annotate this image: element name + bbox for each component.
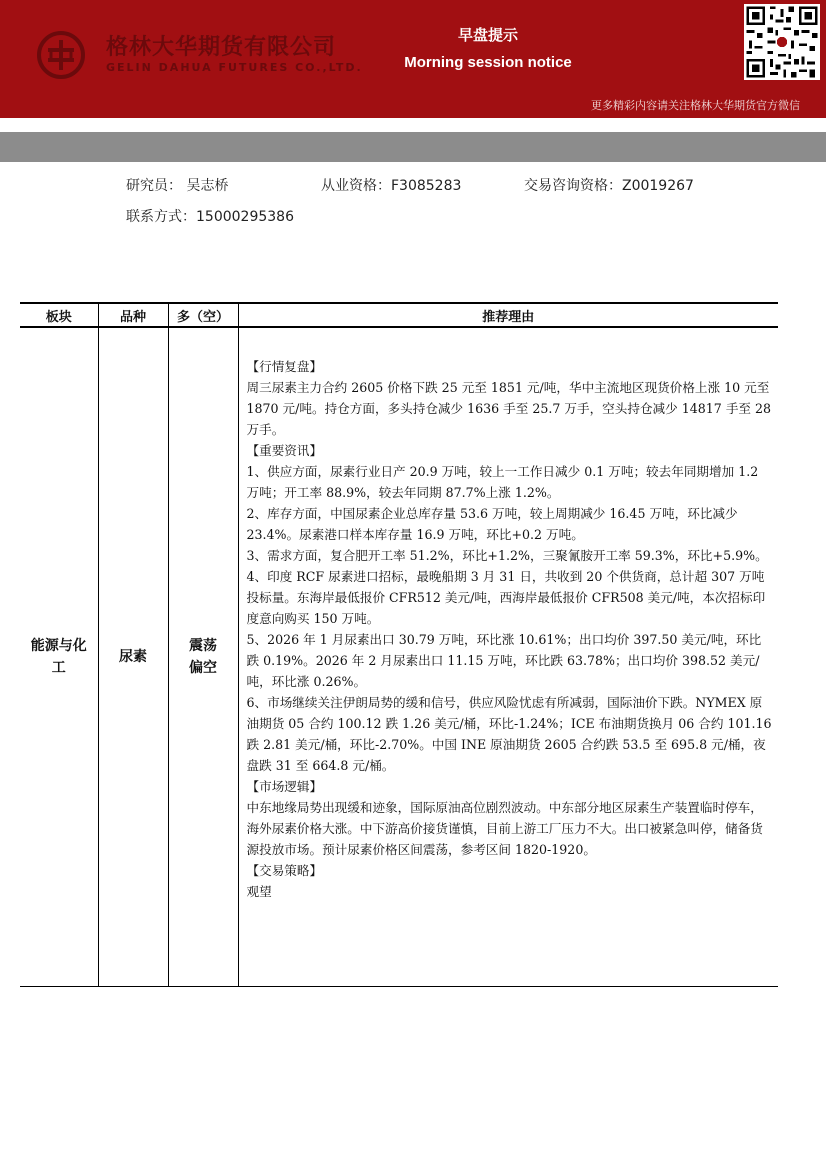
- variety-value: 尿素: [119, 649, 147, 665]
- consult-qualification-number: 交易咨询资格：Z0019267: [524, 178, 694, 194]
- header-direction: 多（空）: [168, 303, 238, 327]
- header-sector: 板块: [20, 303, 98, 327]
- company-name-cn: 格林大华期货有限公司: [106, 35, 337, 60]
- wechat-hint: 更多精彩内容请关注格林大华期货官方微信: [591, 99, 800, 112]
- header-banner: [0, 0, 826, 92]
- header-variety: 品种: [98, 303, 168, 327]
- sector-value: 能源与化工: [30, 638, 87, 676]
- notice-title-en: Morning session notice: [404, 54, 572, 71]
- company-name-en: GELIN DAHUA FUTURES CO.,LTD.: [106, 61, 363, 74]
- contact-info: 联系方式：15000295386: [126, 209, 294, 225]
- table-row: [20, 327, 778, 987]
- company-logo-icon: [36, 30, 86, 80]
- direction-cell: [168, 327, 238, 987]
- section-heading-logic: 【市场逻辑】: [246, 779, 323, 794]
- sector-cell: [20, 327, 98, 987]
- qr-code-icon: [744, 4, 820, 80]
- logic-paragraph: 中东地缘局势出现缓和迹象，国际原油高位剧烈波动。中东部分地区尿素生产装置临时停车，海外尿素价格大涨。中下游高价接货谨慎，目前上游工厂压力不大。出口被紧急叫停，储备货源投放市场。预计尿素价格区间震荡，参考区间 1820-1920。: [246, 800, 763, 857]
- table-header-row: [20, 303, 778, 327]
- variety-cell: [98, 327, 168, 987]
- review-paragraph: 周三尿素主力合约 2605 价格下跌 25 元至 1851 元/吨，华中主流地区现货价格上涨 10 元至 1870 元/吨。持仓方面，多头持仓减少 1636 手至 25.7 万手，空头持仓减少 14817 手至 28 万手。: [246, 380, 772, 437]
- section-heading-strategy: 【交易策略】: [246, 863, 323, 878]
- news-item-india-tender: 4、印度 RCF 尿素进口招标，最晚船期 3 月 31 日，共收到 20 个供货商，总计超 307 万吨投标量。东海岸最低报价 CFR512 美元/吨，西海岸最低报价 CFR508 美元/吨，本次招标印度意向购买 150 万吨。: [246, 569, 766, 626]
- section-heading-review: 【行情复盘】: [246, 359, 323, 374]
- qualification-number: 从业资格：F3085283: [321, 178, 462, 194]
- news-item-exports: 5、2026 年 1 月尿素出口 30.79 万吨，环比涨 10.61%；出口均价 397.50 美元/吨，环比跌 0.19%。2026 年 2 月尿素出口 11.15 万吨，环比跌 63.78%；出口均价 398.52 美元/吨，环比涨 0.26%。: [246, 632, 762, 689]
- recommendation-table: [20, 302, 778, 987]
- section-heading-news: 【重要资讯】: [246, 443, 323, 458]
- institute-license: 格林大华期货研究院 证监许可【2011】1288 号: [28, 272, 349, 288]
- news-item-demand: 3、需求方面，复合肥开工率 51.2%，环比+1.2%，三聚氰胺开工率 59.3%，环比+5.9%。: [246, 548, 768, 563]
- strategy-paragraph: 观望: [246, 884, 272, 899]
- header-reason: 推荐理由: [238, 303, 778, 327]
- news-item-inventory: 2、库存方面，中国尿素企业总库存量 53.6 万吨，较上周期减少 16.45 万吨，环比减少 23.4%。尿素港口样本库存量 16.9 万吨，环比+0.2 万吨。: [246, 506, 738, 542]
- news-item-supply: 1、供应方面，尿素行业日产 20.9 万吨，较上一工作日减少 0.1 万吨；较去年同期增加 1.2 万吨；开工率 88.9%，较去年同期 87.7%上涨 1.2%。: [246, 464, 759, 500]
- report-date: 2026 年 4 月 2 日星期四: [621, 271, 800, 289]
- notice-title-cn: 早盘提示: [457, 26, 518, 44]
- wechat-bar: [0, 92, 826, 118]
- direction-value: 震荡偏空: [189, 638, 217, 676]
- reason-cell: [238, 327, 778, 987]
- researcher-name: 研究员： 吴志桥: [126, 178, 229, 194]
- news-item-crude-oil: 6、市场继续关注伊朗局势的缓和信号，供应风险忧虑有所减弱，国际油价下跌。NYMEX 原油期货 05 合约 100.12 跌 1.26 美元/桶，环比-1.24%；ICE 布油期货换月 06 合约 101.16 跌 2.81 美元/桶，环比-2.70%。中国 INE 原油期货 2605 合约跌 53.5 至 695.8 元/桶，夜盘跌 31 至 664.8 元/桶。: [246, 695, 772, 773]
